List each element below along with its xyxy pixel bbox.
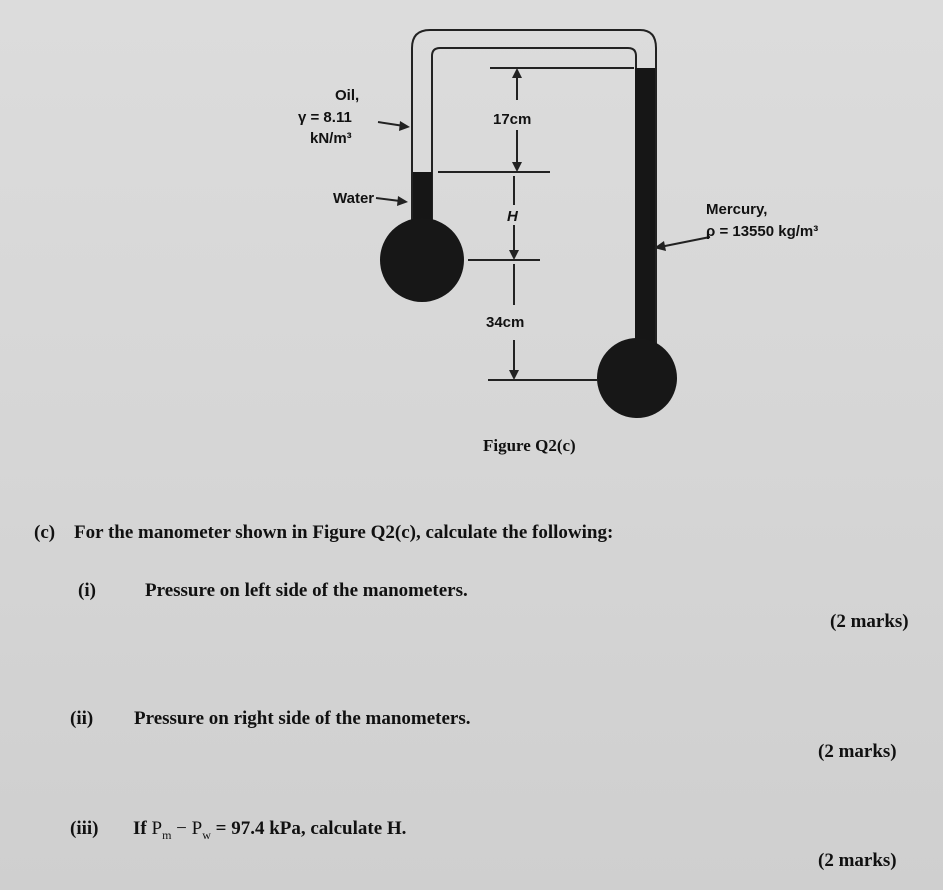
minus-sign: − [171, 818, 192, 839]
manometer-tube-inner [432, 48, 636, 360]
item-iii-label: (iii) [70, 818, 99, 839]
item-i-text: Pressure on left side of the manometers. [145, 580, 468, 601]
oil-pointer-arrow [399, 121, 410, 131]
water-pointer-arrow [397, 196, 408, 206]
mercury-column [635, 68, 655, 363]
item-i-label: (i) [78, 580, 96, 601]
item-iii-value: = 97.4 kPa, calculate H. [210, 818, 407, 839]
oil-label-line1: Oil, [335, 87, 360, 104]
dimension-H: H [507, 208, 518, 225]
figure-caption: Figure Q2(c) [483, 436, 576, 455]
item-iii-if: If [133, 818, 147, 839]
pressure-symbol-w: P [191, 818, 203, 839]
item-iii-marks: (2 marks) [818, 850, 897, 871]
item-iii-equation [151, 818, 211, 842]
oil-label-line2: γ = 8.11 [298, 109, 352, 126]
item-ii-text: Pressure on right side of the manometers. [134, 708, 471, 729]
item-ii-label: (ii) [70, 708, 94, 729]
water-label: Water [333, 190, 375, 207]
part-c-rest: , calculate the following: [415, 522, 614, 543]
right-bulb [597, 338, 677, 418]
oil-label-line3: kN/m³ [310, 130, 352, 147]
part-c-intro: For the manometer shown in [74, 522, 308, 543]
mercury-pointer-line [660, 237, 710, 247]
part-c-prompt [74, 522, 613, 544]
dim-17-arrow-down [512, 162, 522, 172]
subscript-w: w [202, 827, 211, 842]
left-bulb [380, 218, 464, 302]
dimension-17cm: 17cm [493, 111, 532, 128]
item-i-marks: (2 marks) [830, 611, 909, 632]
item-ii-marks: (2 marks) [818, 741, 897, 762]
mercury-label-line2: ρ = 13550 kg/m³ [706, 223, 819, 240]
dimension-34cm: 34cm [486, 314, 525, 331]
manometer-tube-outline [412, 30, 656, 360]
subscript-m: m [162, 827, 172, 842]
water-pointer-line [376, 198, 400, 201]
dim-17-arrow-up [512, 68, 522, 78]
mercury-label-line1: Mercury, [706, 201, 768, 218]
item-iii-text [133, 818, 406, 843]
dim-H-arrow-down [509, 250, 519, 260]
part-c-figure-ref: Figure Q2(c) [312, 522, 416, 543]
dim-34-arrow-down [509, 370, 519, 380]
part-c-label: (c) [34, 522, 56, 543]
pressure-symbol-m: P [151, 818, 163, 839]
